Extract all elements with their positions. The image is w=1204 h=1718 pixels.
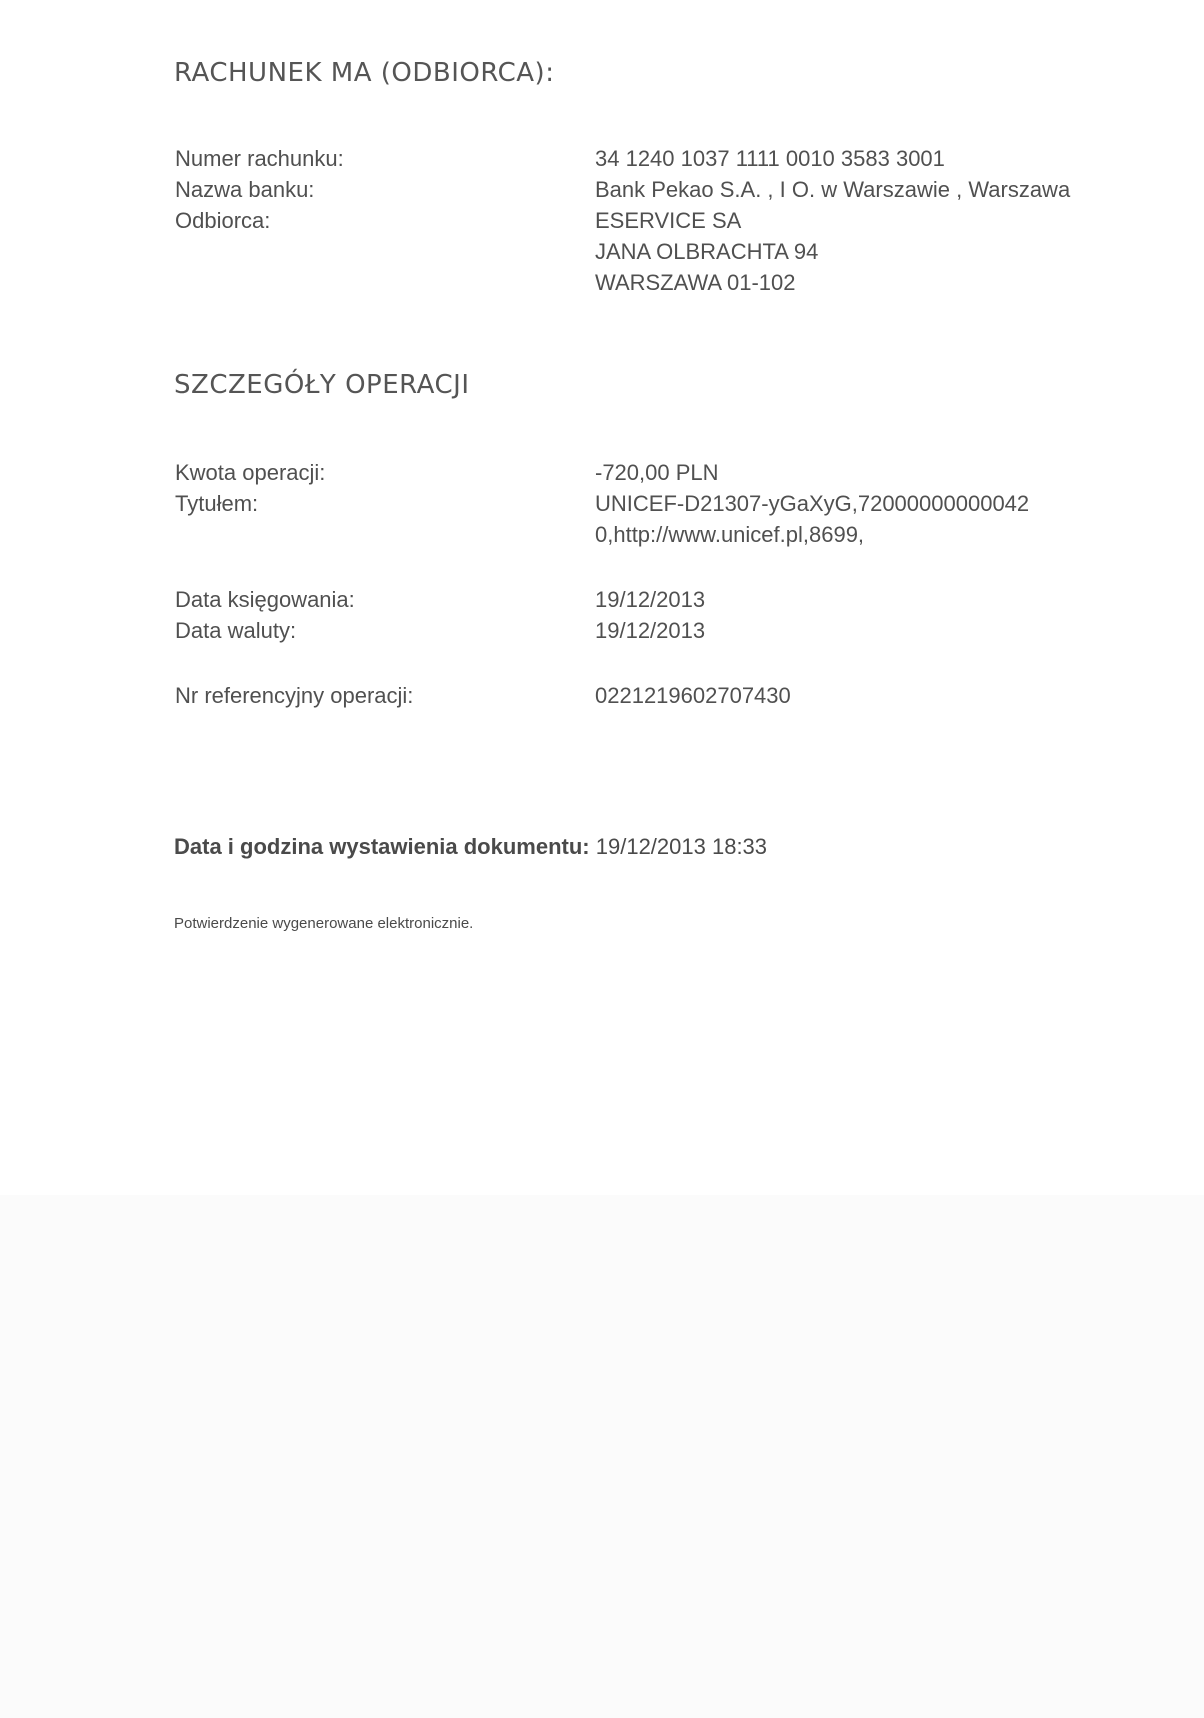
recipient-label: Odbiorca: bbox=[175, 208, 271, 233]
recipient-line-1: ESERVICE SA bbox=[595, 208, 742, 233]
details-heading: SZCZEGÓŁY OPERACJI bbox=[174, 370, 470, 400]
account-number: 34 1240 1037 1111 0010 3583 3001 bbox=[595, 146, 945, 171]
value-date-label: Data waluty: bbox=[175, 618, 297, 643]
title-line-1: UNICEF-D21307-yGaXyG,72000000000042 bbox=[595, 491, 1030, 516]
recipient-line-2: JANA OLBRACHTA 94 bbox=[595, 239, 819, 264]
bank-name: Bank Pekao S.A. , I O. w Warszawie , Warszawa bbox=[595, 177, 1071, 202]
account-number-label: Numer rachunku: bbox=[175, 146, 344, 171]
electronic-confirmation-note: Potwierdzenie wygenerowane elektronicznie. bbox=[174, 915, 474, 932]
recipient-line-3: WARSZAWA 01-102 bbox=[595, 270, 796, 295]
issue-date-line bbox=[174, 834, 767, 860]
booking-date-label: Data księgowania: bbox=[175, 587, 355, 612]
title-line-2: 0,http://www.unicef.pl,8699, bbox=[595, 522, 865, 547]
amount-label: Kwota operacji: bbox=[175, 460, 326, 485]
amount-value: -720,00 PLN bbox=[595, 460, 719, 485]
bank-name-label: Nazwa banku: bbox=[175, 177, 315, 202]
issue-date-value: 19/12/2013 18:33 bbox=[595, 834, 768, 859]
scan-shade bbox=[0, 1195, 1204, 1718]
reference-number: 0221219602707430 bbox=[595, 683, 791, 708]
reference-label: Nr referencyjny operacji: bbox=[175, 683, 414, 708]
recipient-heading: RACHUNEK MA (ODBIORCA): bbox=[174, 58, 555, 88]
title-label: Tytułem: bbox=[175, 491, 259, 516]
booking-date: 19/12/2013 bbox=[595, 587, 706, 612]
value-date: 19/12/2013 bbox=[595, 618, 706, 643]
issue-date-label: Data i godzina wystawienia dokumentu: bbox=[174, 834, 590, 859]
